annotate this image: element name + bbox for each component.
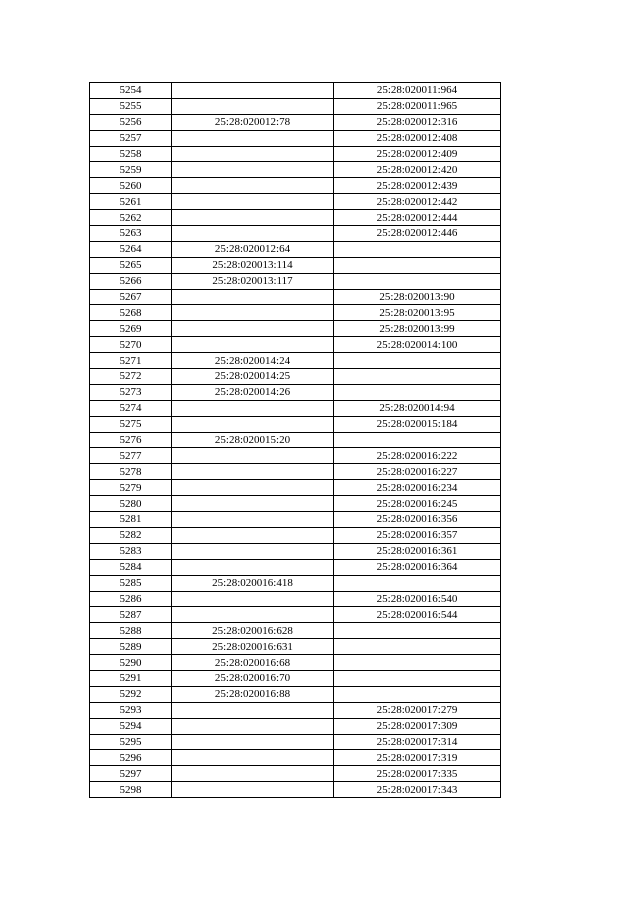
table-row	[90, 337, 501, 353]
row-number-cell: 5260	[90, 178, 172, 194]
cadastral-numbers-table	[89, 82, 501, 798]
cadastral-number-cell-a: 25:28:020016:70	[172, 670, 334, 686]
cadastral-number-cell-b	[334, 575, 501, 591]
row-number-cell: 5258	[90, 146, 172, 162]
cadastral-number-cell-a	[172, 464, 334, 480]
cadastral-number-cell-b: 25:28:020011:965	[334, 98, 501, 114]
cadastral-number-cell-a: 25:28:020013:114	[172, 257, 334, 273]
cadastral-number-cell-b: 25:28:020012:442	[334, 194, 501, 210]
row-number-cell: 5284	[90, 559, 172, 575]
row-number-cell: 5274	[90, 400, 172, 416]
cadastral-number-cell-a	[172, 543, 334, 559]
cadastral-number-cell-a	[172, 607, 334, 623]
cadastral-number-cell-a	[172, 400, 334, 416]
table-row	[90, 702, 501, 718]
table-row	[90, 655, 501, 671]
cadastral-number-cell-b: 25:28:020016:245	[334, 496, 501, 512]
row-number-cell: 5294	[90, 718, 172, 734]
cadastral-number-cell-a	[172, 766, 334, 782]
cadastral-number-cell-b	[334, 369, 501, 385]
table-row	[90, 575, 501, 591]
cadastral-number-cell-a	[172, 718, 334, 734]
row-number-cell: 5287	[90, 607, 172, 623]
cadastral-number-cell-a: 25:28:020016:628	[172, 623, 334, 639]
cadastral-number-cell-a	[172, 750, 334, 766]
cadastral-number-cell-a	[172, 289, 334, 305]
table-row	[90, 194, 501, 210]
cadastral-number-cell-b	[334, 241, 501, 257]
cadastral-number-cell-b: 25:28:020017:335	[334, 766, 501, 782]
table-row	[90, 639, 501, 655]
cadastral-number-cell-a: 25:28:020012:78	[172, 114, 334, 130]
cadastral-number-cell-b: 25:28:020014:94	[334, 400, 501, 416]
table-row	[90, 83, 501, 99]
cadastral-number-cell-a	[172, 559, 334, 575]
cadastral-number-cell-a: 25:28:020016:418	[172, 575, 334, 591]
table-row	[90, 448, 501, 464]
table-row	[90, 400, 501, 416]
cadastral-number-cell-a: 25:28:020014:24	[172, 353, 334, 369]
table-row	[90, 607, 501, 623]
table-row	[90, 210, 501, 226]
table-row	[90, 257, 501, 273]
table-row	[90, 686, 501, 702]
cadastral-number-cell-b: 25:28:020013:90	[334, 289, 501, 305]
cadastral-number-cell-b: 25:28:020012:439	[334, 178, 501, 194]
cadastral-number-cell-a	[172, 226, 334, 242]
row-number-cell: 5255	[90, 98, 172, 114]
cadastral-number-cell-a	[172, 734, 334, 750]
row-number-cell: 5282	[90, 527, 172, 543]
cadastral-number-cell-b: 25:28:020016:544	[334, 607, 501, 623]
cadastral-number-cell-b	[334, 432, 501, 448]
cadastral-number-cell-b: 25:28:020014:100	[334, 337, 501, 353]
row-number-cell: 5286	[90, 591, 172, 607]
cadastral-number-cell-a	[172, 448, 334, 464]
cadastral-number-cell-a	[172, 496, 334, 512]
row-number-cell: 5289	[90, 639, 172, 655]
table-row	[90, 512, 501, 528]
cadastral-number-cell-b: 25:28:020012:408	[334, 130, 501, 146]
cadastral-number-cell-b: 25:28:020016:364	[334, 559, 501, 575]
row-number-cell: 5271	[90, 353, 172, 369]
cadastral-number-cell-b: 25:28:020016:357	[334, 527, 501, 543]
row-number-cell: 5297	[90, 766, 172, 782]
cadastral-number-cell-b	[334, 655, 501, 671]
row-number-cell: 5263	[90, 226, 172, 242]
cadastral-number-cell-a: 25:28:020012:64	[172, 241, 334, 257]
cadastral-number-cell-b: 25:28:020017:279	[334, 702, 501, 718]
table-row	[90, 114, 501, 130]
cadastral-number-cell-a	[172, 146, 334, 162]
cadastral-number-cell-b	[334, 639, 501, 655]
cadastral-number-cell-b	[334, 384, 501, 400]
cadastral-number-cell-a	[172, 527, 334, 543]
cadastral-number-cell-b: 25:28:020016:540	[334, 591, 501, 607]
cadastral-number-cell-b: 25:28:020013:99	[334, 321, 501, 337]
table-row	[90, 98, 501, 114]
cadastral-number-cell-a	[172, 98, 334, 114]
table-row	[90, 527, 501, 543]
cadastral-number-cell-b: 25:28:020016:222	[334, 448, 501, 464]
cadastral-number-cell-a: 25:28:020016:631	[172, 639, 334, 655]
table-row	[90, 559, 501, 575]
table-row	[90, 496, 501, 512]
row-number-cell: 5281	[90, 512, 172, 528]
row-number-cell: 5267	[90, 289, 172, 305]
row-number-cell: 5285	[90, 575, 172, 591]
table-row	[90, 241, 501, 257]
table-row	[90, 591, 501, 607]
cadastral-number-cell-b: 25:28:020016:356	[334, 512, 501, 528]
table-row	[90, 766, 501, 782]
row-number-cell: 5259	[90, 162, 172, 178]
cadastral-number-cell-a	[172, 130, 334, 146]
cadastral-number-cell-a	[172, 210, 334, 226]
cadastral-number-cell-a	[172, 480, 334, 496]
cadastral-number-cell-b: 25:28:020017:343	[334, 782, 501, 798]
cadastral-number-cell-b: 25:28:020011:964	[334, 83, 501, 99]
cadastral-number-cell-a	[172, 782, 334, 798]
row-number-cell: 5266	[90, 273, 172, 289]
row-number-cell: 5276	[90, 432, 172, 448]
row-number-cell: 5264	[90, 241, 172, 257]
cadastral-number-cell-a	[172, 305, 334, 321]
cadastral-number-cell-a	[172, 162, 334, 178]
row-number-cell: 5256	[90, 114, 172, 130]
cadastral-number-cell-b: 25:28:020016:227	[334, 464, 501, 480]
row-number-cell: 5265	[90, 257, 172, 273]
cadastral-number-cell-a: 25:28:020014:25	[172, 369, 334, 385]
cadastral-number-cell-b: 25:28:020012:446	[334, 226, 501, 242]
cadastral-number-cell-a	[172, 83, 334, 99]
cadastral-number-cell-b: 25:28:020017:319	[334, 750, 501, 766]
table-row	[90, 718, 501, 734]
table-row	[90, 734, 501, 750]
table-body	[90, 83, 501, 798]
table-row	[90, 543, 501, 559]
row-number-cell: 5261	[90, 194, 172, 210]
cadastral-number-cell-b	[334, 353, 501, 369]
cadastral-number-cell-b	[334, 670, 501, 686]
table-row	[90, 480, 501, 496]
table-row	[90, 464, 501, 480]
cadastral-number-cell-b: 25:28:020013:95	[334, 305, 501, 321]
cadastral-number-cell-a	[172, 416, 334, 432]
row-number-cell: 5270	[90, 337, 172, 353]
cadastral-number-cell-a	[172, 591, 334, 607]
table-row	[90, 162, 501, 178]
table-row	[90, 353, 501, 369]
row-number-cell: 5280	[90, 496, 172, 512]
cadastral-number-cell-b: 25:28:020016:361	[334, 543, 501, 559]
table-row	[90, 623, 501, 639]
cadastral-number-cell-a	[172, 178, 334, 194]
table-row	[90, 226, 501, 242]
cadastral-number-cell-b: 25:28:020012:409	[334, 146, 501, 162]
row-number-cell: 5262	[90, 210, 172, 226]
row-number-cell: 5293	[90, 702, 172, 718]
row-number-cell: 5268	[90, 305, 172, 321]
row-number-cell: 5290	[90, 655, 172, 671]
row-number-cell: 5298	[90, 782, 172, 798]
row-number-cell: 5278	[90, 464, 172, 480]
cadastral-number-cell-a	[172, 512, 334, 528]
table-row	[90, 670, 501, 686]
cadastral-number-cell-b: 25:28:020012:444	[334, 210, 501, 226]
cadastral-number-cell-a	[172, 702, 334, 718]
row-number-cell: 5291	[90, 670, 172, 686]
cadastral-number-cell-a	[172, 321, 334, 337]
row-number-cell: 5275	[90, 416, 172, 432]
row-number-cell: 5288	[90, 623, 172, 639]
row-number-cell: 5292	[90, 686, 172, 702]
row-number-cell: 5269	[90, 321, 172, 337]
table-row	[90, 178, 501, 194]
row-number-cell: 5273	[90, 384, 172, 400]
cadastral-number-cell-a: 25:28:020016:68	[172, 655, 334, 671]
cadastral-number-cell-b: 25:28:020015:184	[334, 416, 501, 432]
table-row	[90, 384, 501, 400]
table-row	[90, 750, 501, 766]
table-row	[90, 146, 501, 162]
cadastral-number-cell-a: 25:28:020013:117	[172, 273, 334, 289]
table-row	[90, 432, 501, 448]
table-row	[90, 369, 501, 385]
row-number-cell: 5296	[90, 750, 172, 766]
cadastral-number-cell-a: 25:28:020015:20	[172, 432, 334, 448]
cadastral-number-cell-b	[334, 623, 501, 639]
table-row	[90, 273, 501, 289]
cadastral-number-cell-b: 25:28:020017:314	[334, 734, 501, 750]
cadastral-number-cell-b: 25:28:020012:316	[334, 114, 501, 130]
row-number-cell: 5277	[90, 448, 172, 464]
row-number-cell: 5254	[90, 83, 172, 99]
table-row	[90, 289, 501, 305]
table-row	[90, 782, 501, 798]
table-row	[90, 321, 501, 337]
cadastral-number-cell-a: 25:28:020014:26	[172, 384, 334, 400]
cadastral-number-cell-b	[334, 273, 501, 289]
row-number-cell: 5279	[90, 480, 172, 496]
cadastral-number-cell-b	[334, 257, 501, 273]
cadastral-number-cell-b: 25:28:020012:420	[334, 162, 501, 178]
cadastral-number-cell-b: 25:28:020016:234	[334, 480, 501, 496]
cadastral-number-cell-b	[334, 686, 501, 702]
cadastral-number-cell-b: 25:28:020017:309	[334, 718, 501, 734]
cadastral-number-cell-a	[172, 194, 334, 210]
table-row	[90, 416, 501, 432]
table-row	[90, 305, 501, 321]
row-number-cell: 5257	[90, 130, 172, 146]
row-number-cell: 5295	[90, 734, 172, 750]
row-number-cell: 5272	[90, 369, 172, 385]
row-number-cell: 5283	[90, 543, 172, 559]
table-row	[90, 130, 501, 146]
cadastral-number-cell-a	[172, 337, 334, 353]
cadastral-number-cell-a: 25:28:020016:88	[172, 686, 334, 702]
